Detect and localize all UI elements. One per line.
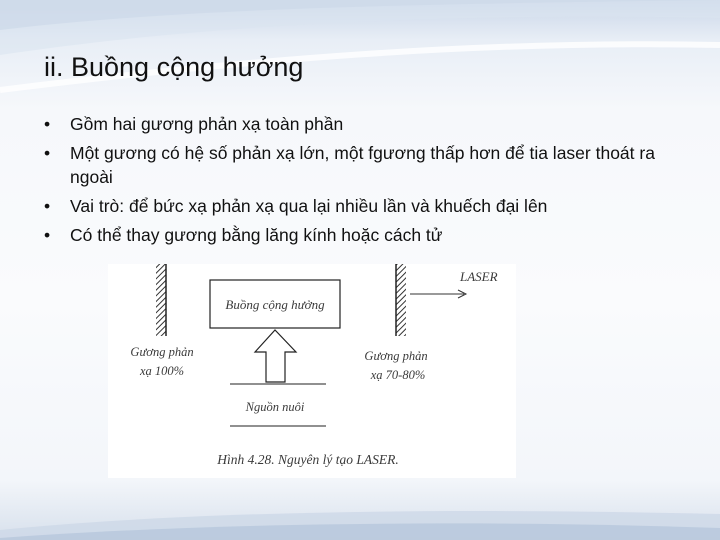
bullet-marker: • bbox=[44, 143, 51, 163]
decorative-top-band bbox=[0, 0, 720, 100]
bullet-item bbox=[44, 194, 684, 218]
bullet-item bbox=[44, 141, 684, 189]
laser-principle-figure bbox=[108, 264, 516, 478]
bullet-marker: • bbox=[44, 114, 51, 134]
bullet-text: Vai trò: để bức xạ phản xạ qua lại nhiều lần và khuếch đại lên bbox=[70, 196, 548, 216]
left-mirror-label-line1: Gương phản bbox=[130, 345, 194, 359]
right-mirror bbox=[396, 264, 406, 336]
right-mirror-label-line1: Gương phản bbox=[364, 349, 428, 363]
left-mirror bbox=[156, 264, 166, 336]
decorative-bottom-band bbox=[0, 500, 720, 540]
bullet-text: Có thể thay gương bằng lăng kính hoặc cách tử bbox=[70, 225, 443, 245]
bullet-marker: • bbox=[44, 196, 51, 216]
pump-label: Nguồn nuôi bbox=[245, 400, 305, 414]
bullet-item bbox=[44, 112, 684, 136]
bullet-list bbox=[44, 112, 684, 252]
bullet-text: Một gương có hệ số phản xạ lớn, một fgương thấp hơn để tia laser thoát ra ngoài bbox=[70, 143, 655, 187]
bullet-marker: • bbox=[44, 225, 51, 245]
laser-output-arrow bbox=[410, 290, 466, 298]
bullet-text: Gồm hai gương phản xạ toàn phần bbox=[70, 114, 344, 134]
left-mirror-label-line2: xạ 100% bbox=[139, 364, 185, 378]
right-mirror-label-line2: xạ 70-80% bbox=[370, 368, 426, 382]
cavity-label: Buồng cộng hưởng bbox=[225, 297, 325, 312]
bullet-item bbox=[44, 223, 684, 247]
laser-label: LASER bbox=[460, 269, 498, 284]
figure-caption: Hình 4.28. Nguyên lý tạo LASER. bbox=[217, 452, 399, 467]
slide-title: ii. Buồng cộng hưởng bbox=[44, 52, 304, 82]
pump-arrow bbox=[255, 330, 296, 382]
